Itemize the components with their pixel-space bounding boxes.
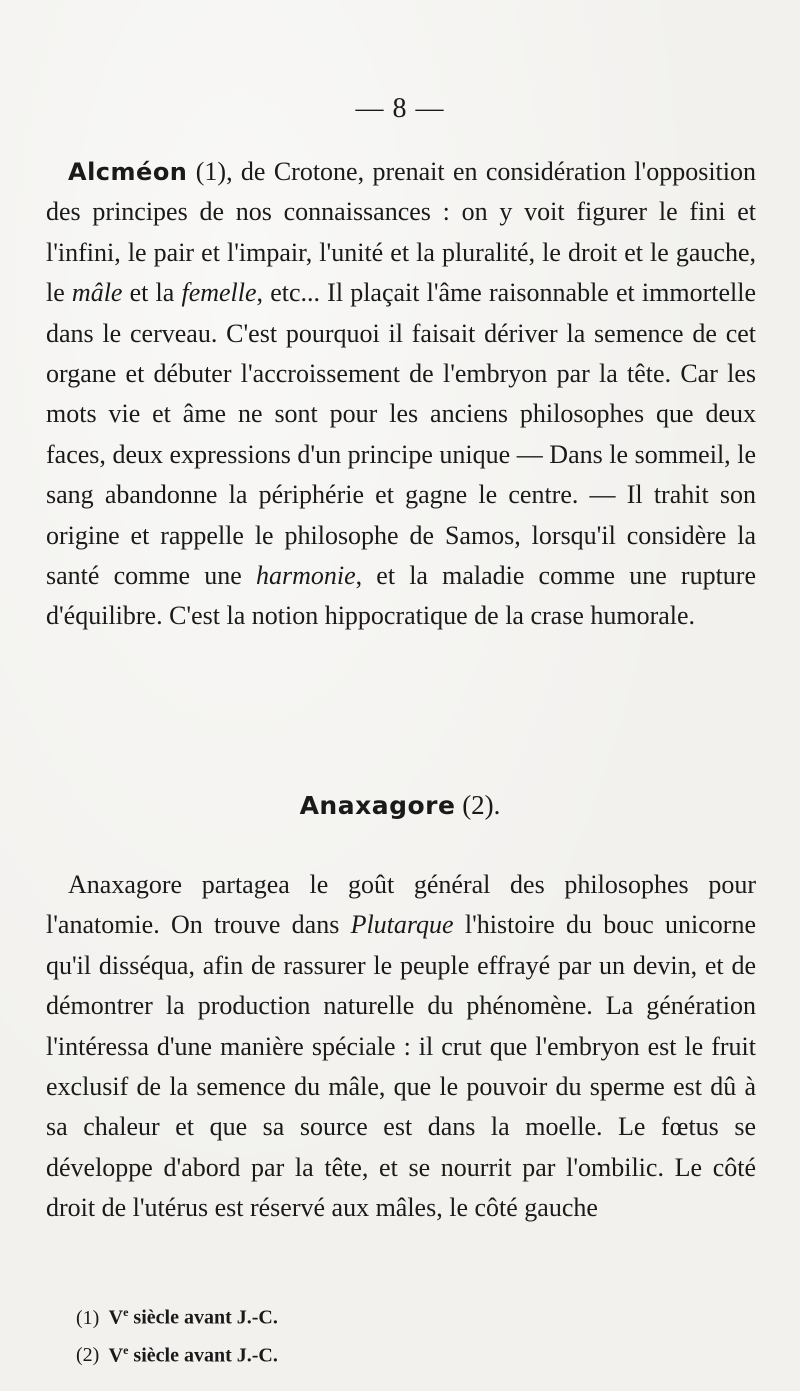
footnote-text: siècle avant J.-C. <box>128 1306 278 1329</box>
paragraph-text: , et la maladie comme une rupture d'équilibre. C'est la notion hippocratique de la crase humorale. <box>46 561 756 631</box>
footnote-text: siècle avant J.-C. <box>128 1344 278 1367</box>
italic-term: mâle <box>71 278 123 308</box>
section-heading <box>0 790 800 821</box>
footnote-sup: e <box>123 1342 129 1357</box>
paragraph-text: Anaxagore partagea le goût général des philosophes pour l'anatomie. On trouve dans <box>46 870 756 940</box>
footnote-number: (2) <box>76 1344 100 1367</box>
footnote-roman: V <box>108 1306 124 1329</box>
footnote-ref: (1) <box>195 157 227 186</box>
footnote <box>76 1334 278 1372</box>
italic-term: femelle <box>181 278 257 308</box>
section-heading-name: Anaxagore <box>299 791 456 820</box>
footnotes <box>76 1296 278 1371</box>
italic-term: Plutarque <box>350 910 454 940</box>
footnote-ref: (2). <box>462 790 501 820</box>
footnote-sup: e <box>123 1305 129 1319</box>
footnote-roman: V <box>108 1344 124 1367</box>
footnote-number: (1) <box>76 1306 100 1329</box>
paragraph-text: , etc... Il plaçait l'âme raisonnable et immortelle dans le cerveau. C'est pourquoi il faisait dériver la semence de cet organe et débuter l'accroissement de l'embryon par la tête. Car les mots vie et âme ne sont pour les anciens philosophes que deux faces, deux expressions d'un principe unique — Dans le sommeil, le sang abandonne la périphérie et gagne le centre. — Il trahit son origine et rappelle le philosophe de Samos, lorsqu'il considère la santé comme une <box>46 278 756 591</box>
paragraph-text: , de Crotone, prenait en considération l'opposition des principes de nos connaissances : on y voit figurer le fini et l'infini, le pair et l'impair, l'unité et la pluralité, le droit et le gauche, le <box>46 157 757 308</box>
philosopher-name: Alcméon <box>68 158 188 186</box>
paragraph-text: et la <box>122 278 182 308</box>
paragraph-alcmeon <box>46 152 756 637</box>
page-number: — 8 — <box>355 93 445 124</box>
italic-term: harmonie <box>255 561 356 591</box>
paragraph-text: l'histoire du bouc unicorne qu'il disséqua, afin de rassurer le peuple effrayé par un devin, et de démontrer la production naturelle du phénomène. La génération l'intéressa d'une manière spéciale : il crut que l'embryon est le fruit exclusif de la semence du mâle, que le pouvoir du sperme est dû à sa chaleur et que sa source est dans la moelle. Le fœtus se développe d'abord par la tête, et se nourrit par l'ombilic. Le côté droit de l'utérus est réservé aux mâles, le côté gauche <box>46 910 756 1223</box>
footnote <box>76 1296 278 1334</box>
paragraph-anaxagore <box>46 865 756 1229</box>
